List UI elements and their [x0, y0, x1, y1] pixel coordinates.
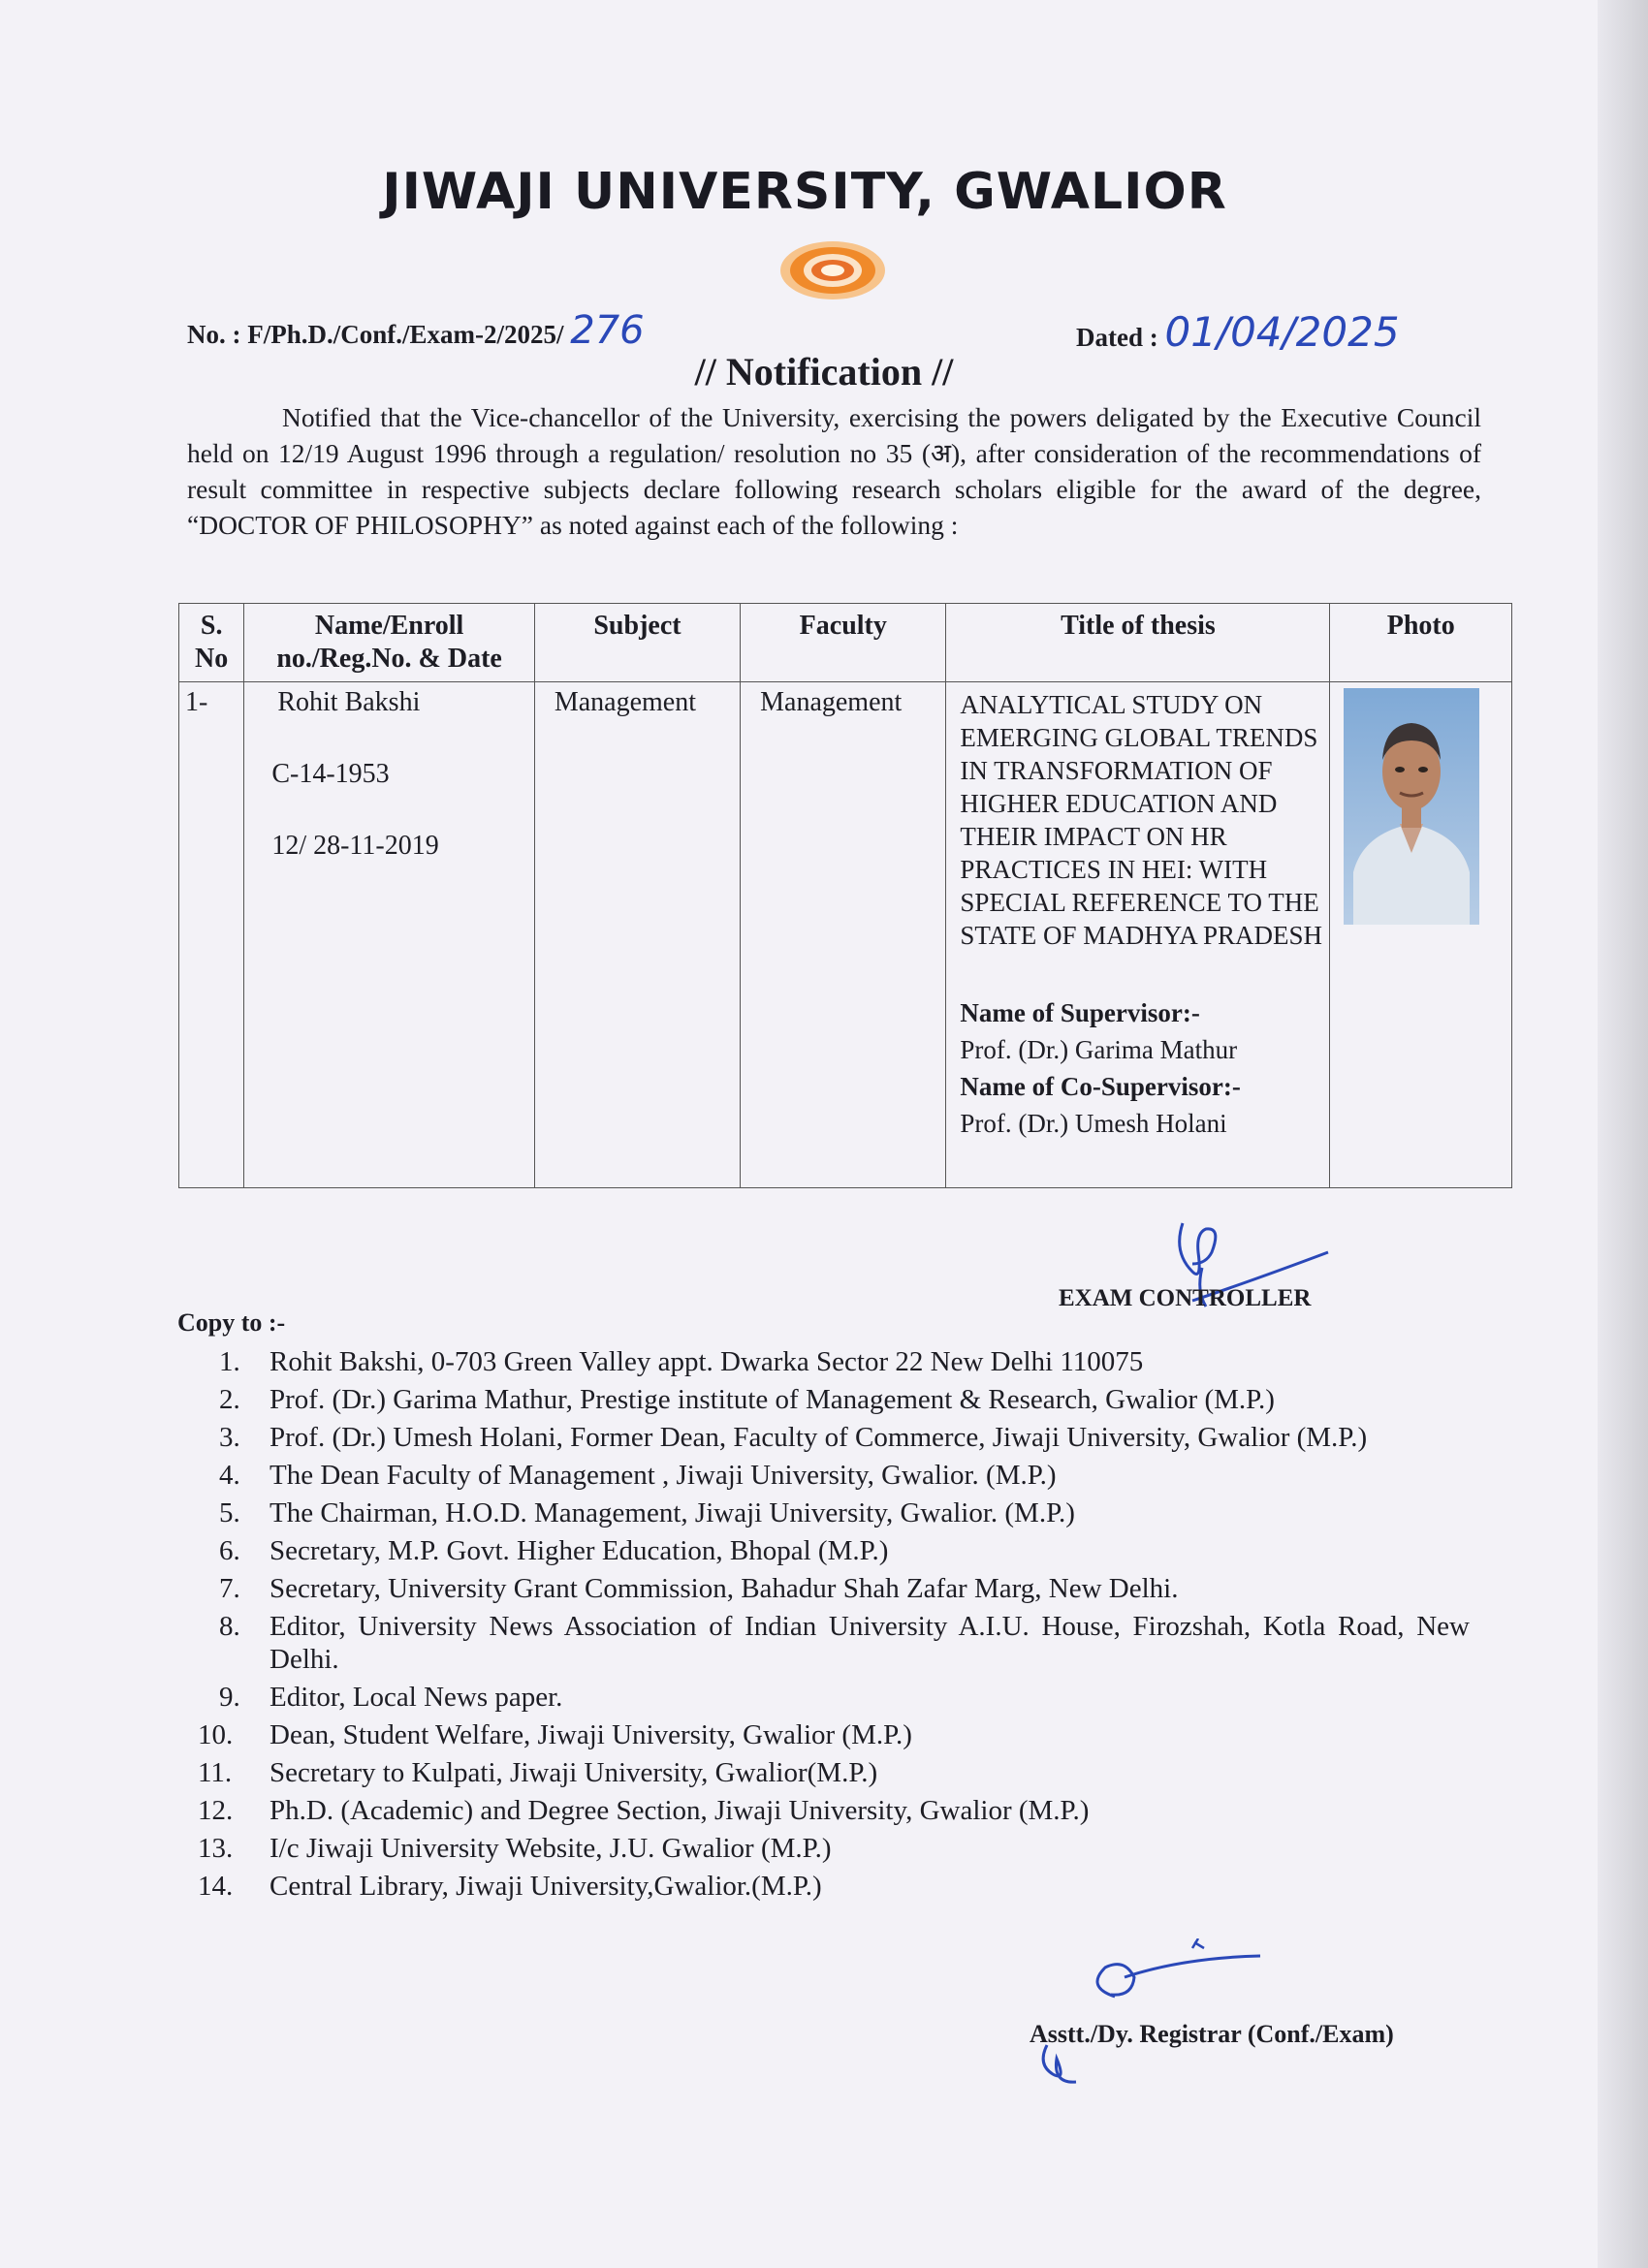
notification-heading: // Notification //	[694, 350, 954, 394]
registrar-label: Asstt./Dy. Registrar (Conf./Exam)	[1030, 2020, 1394, 2048]
list-item: 4. The Dean Faculty of Management , Jiwaji University, Gwalior. (M.P.)	[219, 1460, 1057, 1491]
reference-handwritten: 276	[570, 308, 645, 353]
dated-handwritten: 01/04/2025	[1164, 308, 1400, 356]
table-row	[179, 682, 1512, 1188]
cell-subject: Management	[534, 682, 740, 1188]
dated-label: Dated :	[1076, 323, 1158, 352]
cell-faculty: Management	[741, 682, 946, 1188]
cell-sno: 1-	[179, 682, 244, 1188]
cosupervisor-label: Name of Co-Supervisor:-	[960, 1072, 1241, 1101]
list-item: 6. Secretary, M.P. Govt. Higher Education, Bhopal (M.P.)	[219, 1535, 889, 1566]
list-item: 7. Secretary, University Grant Commission, Bahadur Shah Zafar Marg, New Delhi.	[219, 1573, 1179, 1604]
list-item: 13. I/c Jiwaji University Website, J.U. Gwalior (M.P.)	[198, 1833, 832, 1864]
supervisor-name: Prof. (Dr.) Garima Mathur	[960, 1035, 1238, 1064]
list-item: 8. Editor, University News Association of Indian University A.I.U. House, Firozshah, Kotla Road, New Delhi.	[219, 1611, 1470, 1675]
header-sno: S. No	[179, 604, 244, 682]
thesis-title: ANALYTICAL STUDY ON EMERGING GLOBAL TRENDS IN TRANSFORMATION OF HIGHER EDUCATION AND THEIR IMPACT ON HR PRACTICES IN HEI: WITH SPECIAL REFERENCE TO THE STATE OF MADHYA PRADESH	[960, 690, 1323, 950]
cell-name	[244, 682, 535, 1188]
registrar-signature-icon	[1018, 1938, 1270, 2094]
list-item: 9. Editor, Local News paper.	[219, 1682, 563, 1713]
scholar-photo	[1344, 688, 1479, 925]
supervisor-label: Name of Supervisor:-	[960, 998, 1200, 1027]
header-faculty: Faculty	[741, 604, 946, 682]
list-item: 11. Secretary to Kulpati, Jiwaji University, Gwalior(M.P.)	[198, 1757, 878, 1788]
reference-number	[187, 308, 645, 353]
exam-controller-label: EXAM CONTROLLER	[1059, 1285, 1312, 1311]
cell-thesis	[946, 682, 1330, 1188]
list-item: 10. Dean, Student Welfare, Jiwaji University, Gwalior (M.P.)	[198, 1719, 912, 1750]
list-item: 14. Central Library, Jiwaji University,Gwalior.(M.P.)	[198, 1871, 822, 1902]
table-header-row	[179, 604, 1512, 682]
reference-label: No. : F/Ph.D./Conf./Exam-2/2025/	[187, 320, 564, 349]
cosupervisor-name: Prof. (Dr.) Umesh Holani	[960, 1109, 1227, 1138]
cell-photo	[1330, 682, 1512, 1188]
notification-body: Notified that the Vice-chancellor of the University, exercising the powers deligated by the Executive Council held on 12/19 August 1996 through a regulation/ resolution no 35 (अ), after consideration of the recommendations of result committee in respective subjects declare following research scholars eligible for the award of the degree, “DOCTOR OF PHILOSOPHY” as noted against each of the following :	[187, 402, 1481, 540]
list-item: 3. Prof. (Dr.) Umesh Holani, Former Dean, Faculty of Commerce, Jiwaji University, Gwalior (M.P.)	[219, 1422, 1368, 1453]
header-title: Title of thesis	[946, 604, 1330, 682]
scholar-reg: 12/ 28-11-2019	[271, 831, 439, 861]
university-title: JIWAJI UNIVERSITY, GWALIOR	[382, 163, 1227, 221]
scholar-name: Rohit Bakshi	[277, 687, 421, 717]
copy-to-list	[198, 1345, 1470, 1907]
list-item: 5. The Chairman, H.O.D. Management, Jiwaji University, Gwalior. (M.P.)	[219, 1497, 1075, 1528]
list-item: 1. Rohit Bakshi, 0-703 Green Valley appt. Dwarka Sector 22 New Delhi 110075	[219, 1346, 1144, 1377]
list-item: 2. Prof. (Dr.) Garima Mathur, Prestige institute of Management & Research, Gwalior (M.P.)	[219, 1384, 1275, 1415]
copy-to-label: Copy to :-	[177, 1308, 286, 1337]
list-item: 12. Ph.D. (Academic) and Degree Section, Jiwaji University, Gwalior (M.P.)	[198, 1795, 1090, 1826]
paper-edge	[1598, 0, 1648, 2268]
scholar-enroll: C-14-1953	[271, 759, 390, 789]
header-name: Name/Enroll no./Reg.No. & Date	[244, 604, 535, 682]
header-subject: Subject	[534, 604, 740, 682]
university-logo-icon	[778, 239, 887, 301]
scholar-table	[178, 603, 1512, 1188]
header-photo: Photo	[1330, 604, 1512, 682]
